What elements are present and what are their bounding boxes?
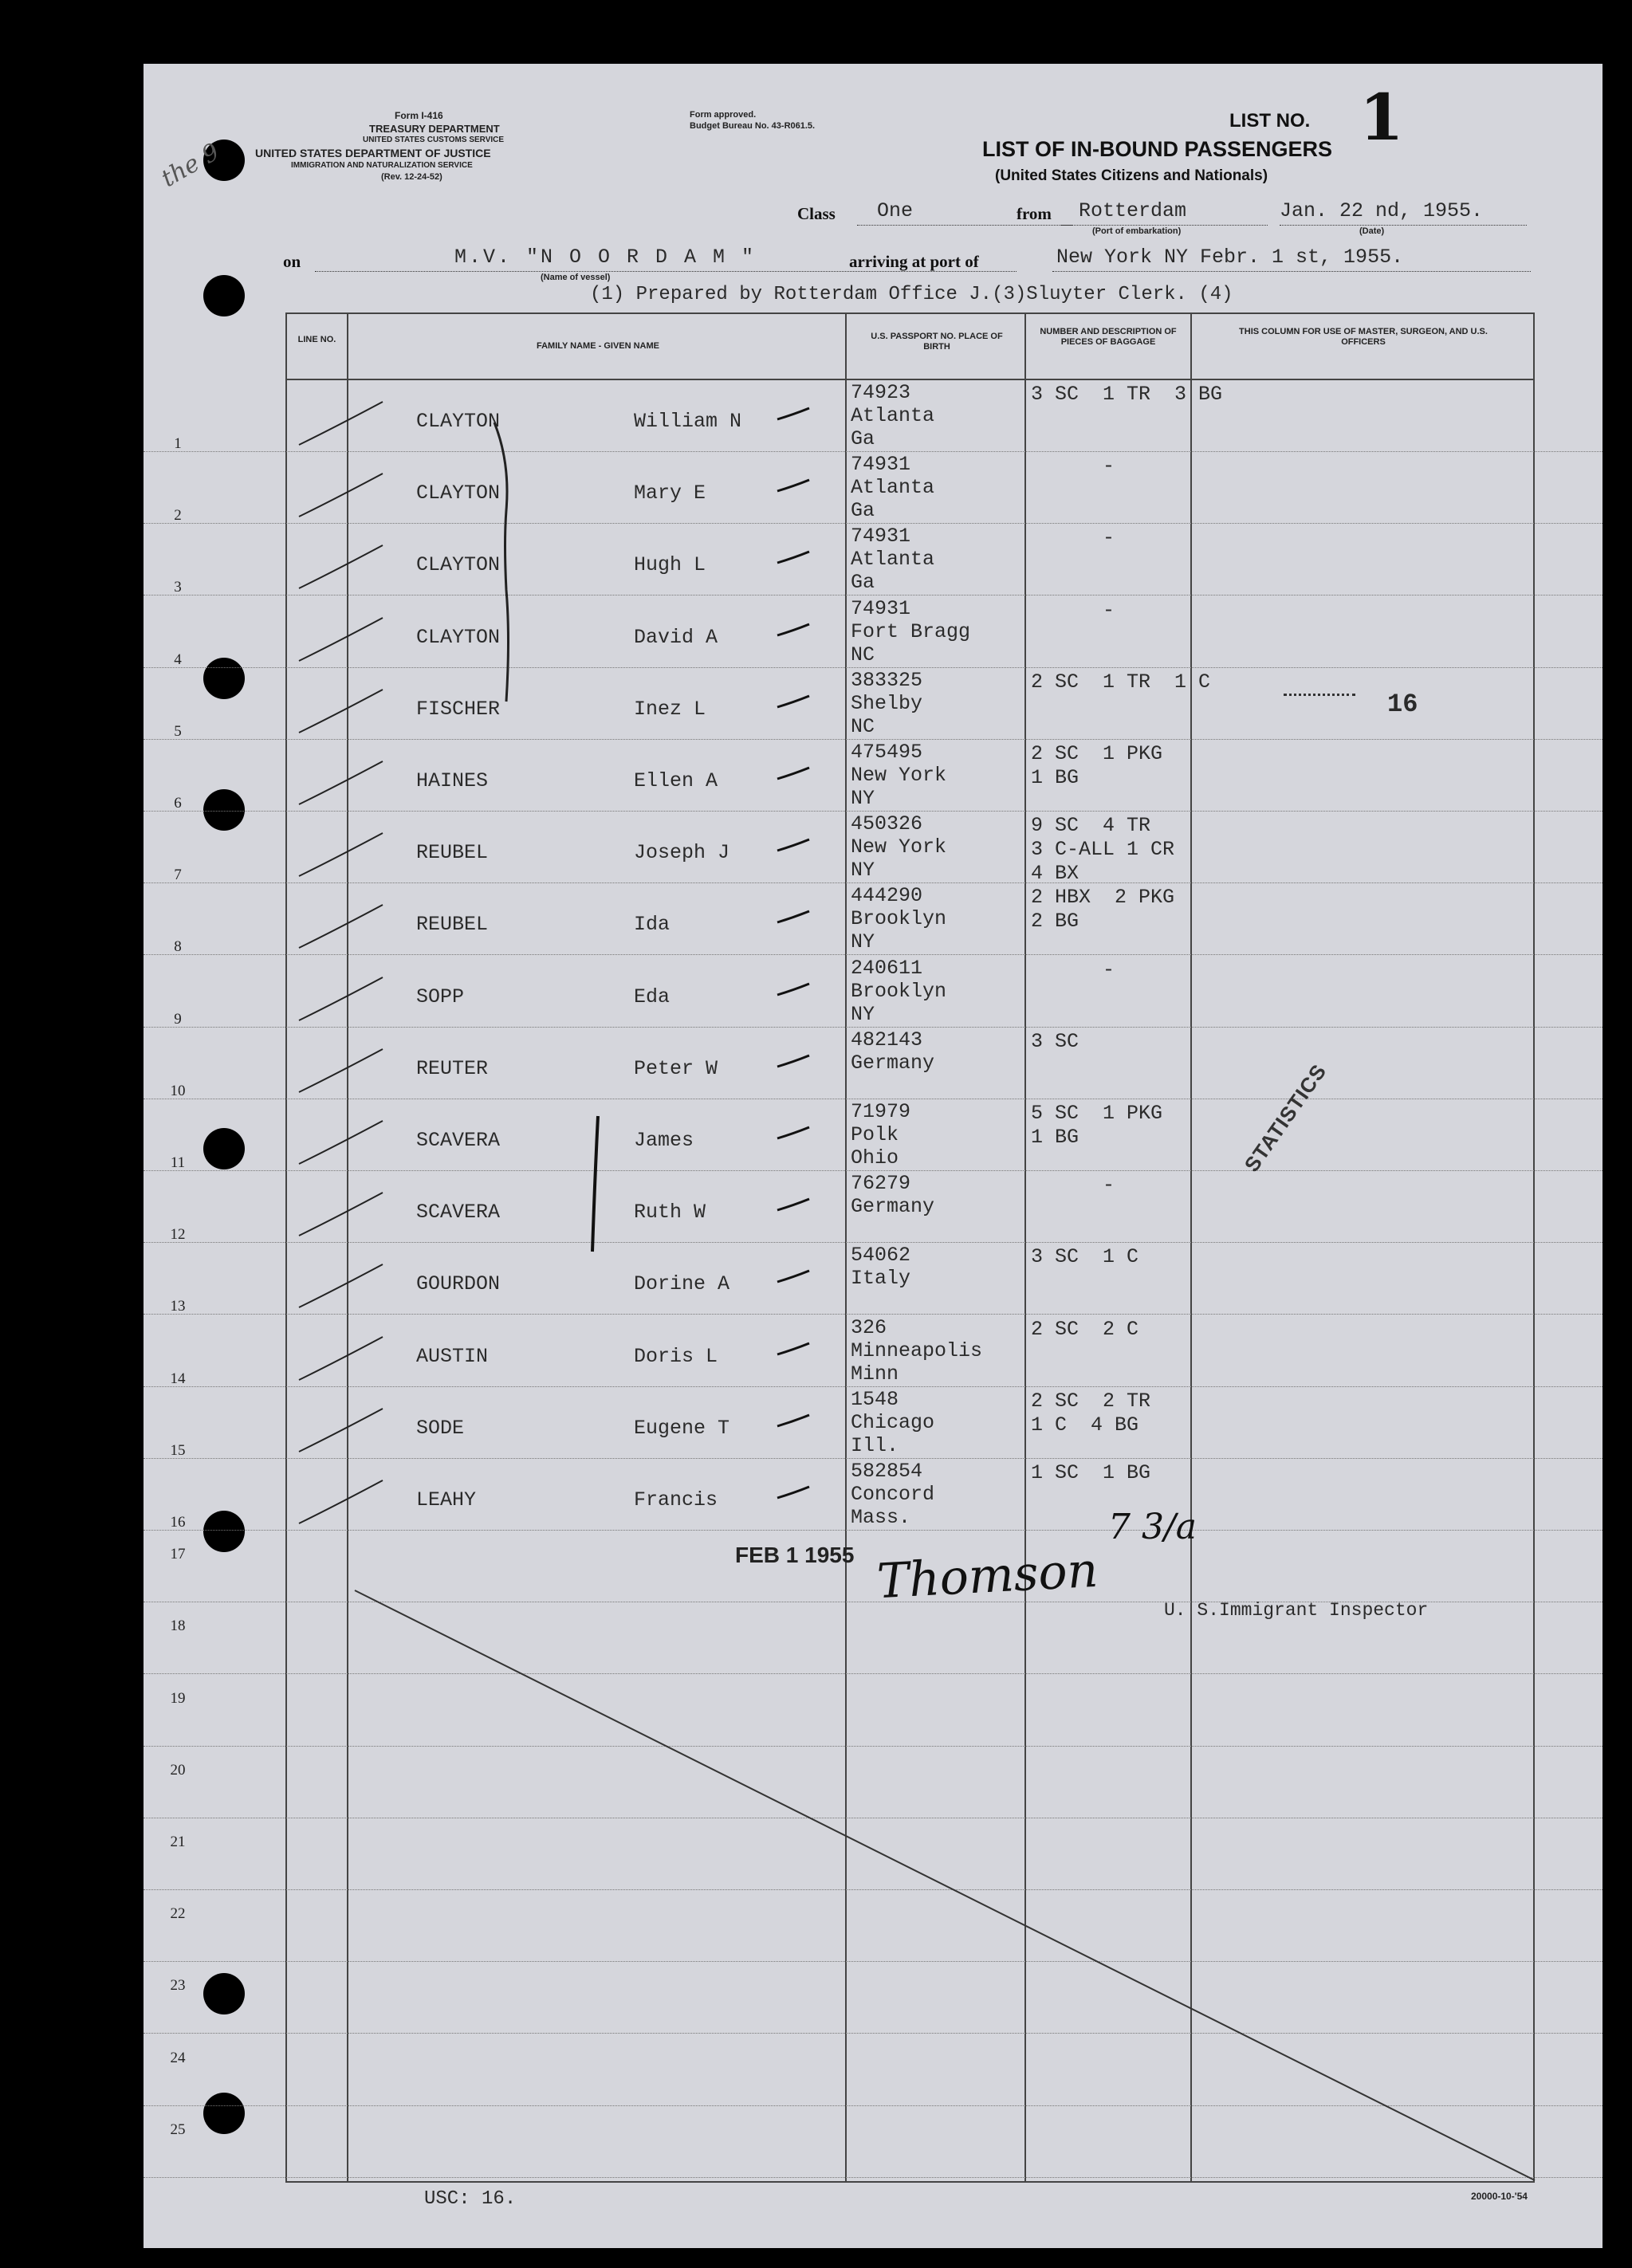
line-number: 11 <box>170 1154 186 1171</box>
line-number: 22 <box>170 1905 186 1923</box>
dept-customs: UNITED STATES CUSTOMS SERVICE <box>363 136 505 144</box>
departure-date: Jan. 22 nd, 1955. <box>1280 199 1484 222</box>
passport-birthplace: 475495 New York NY <box>851 741 947 810</box>
line-number: 12 <box>170 1226 186 1244</box>
family-name: CLAYTON <box>416 410 501 433</box>
passport-birthplace: 240611 Brooklyn NY <box>851 956 947 1026</box>
line-number: 5 <box>174 722 182 740</box>
line-number: 15 <box>170 1441 186 1459</box>
given-name: Ruth W <box>634 1201 706 1224</box>
baggage: 2 SC 2 C <box>1031 1317 1139 1341</box>
line-number: 8 <box>174 938 182 956</box>
line-number: 16 <box>170 1514 186 1531</box>
passport-birthplace: 74931 Atlanta Ga <box>851 453 935 523</box>
baggage: 2 SC 1 PKG 1 BG <box>1031 742 1163 789</box>
inspector-signature: Thomson <box>875 1542 1099 1610</box>
baggage: - <box>1031 526 1115 550</box>
baggage: - <box>1031 957 1115 981</box>
margin-note: the 9 <box>156 137 225 194</box>
given-name: Inez L <box>634 697 706 721</box>
line-number: 13 <box>170 1298 186 1315</box>
from-value: Rotterdam <box>1079 199 1187 222</box>
given-name: Peter W <box>634 1056 718 1080</box>
from-label: from <box>1017 204 1052 223</box>
line-number: 1 <box>174 435 182 452</box>
line-number: 6 <box>174 795 182 812</box>
handwritten-fraction: 7 3/a <box>1108 1507 1197 1547</box>
family-name: SODE <box>416 1416 465 1440</box>
baggage: - <box>1031 1173 1115 1197</box>
dept-treasury: TREASURY DEPARTMENT <box>369 123 500 135</box>
line-number: 20 <box>170 1761 186 1779</box>
family-name: SOPP <box>416 985 465 1008</box>
passport-birthplace: 74923 Atlanta Ga <box>851 381 935 450</box>
given-name: James <box>634 1129 694 1152</box>
document-subtitle: (United States Citizens and Nationals) <box>995 167 1268 184</box>
passport-birthplace: 1548 Chicago Ill. <box>851 1387 935 1457</box>
passport-birthplace: 383325 Shelby NC <box>851 668 923 738</box>
on-label: on <box>283 252 301 271</box>
baggage: 2 SC 2 TR 1 C 4 BG <box>1031 1389 1151 1437</box>
line-number: 18 <box>170 1617 186 1635</box>
passport-birthplace: 482143 Germany <box>851 1028 935 1075</box>
form-number: Form I-416 <box>395 110 443 121</box>
given-name: Ellen A <box>634 769 718 792</box>
passport-birthplace: 582854 Concord Mass. <box>851 1460 935 1529</box>
baggage: 1 SC 1 BG <box>1031 1461 1151 1484</box>
line-number: 23 <box>170 1977 186 1995</box>
date-label: (Date) <box>1359 226 1385 236</box>
form-revision: (Rev. 12-24-52) <box>381 172 442 182</box>
family-name: SCAVERA <box>416 1129 501 1152</box>
line-number: 25 <box>170 2121 186 2138</box>
line-number: 10 <box>170 1082 186 1099</box>
family-name: CLAYTON <box>416 553 501 577</box>
passport-birthplace: 54062 Italy <box>851 1244 911 1291</box>
family-name: CLAYTON <box>416 482 501 505</box>
cancel-line <box>144 64 1603 2248</box>
given-name: Mary E <box>634 482 706 505</box>
given-name: Hugh L <box>634 553 706 577</box>
given-name: Joseph J <box>634 841 730 865</box>
passport-birthplace: 71979 Polk Ohio <box>851 1100 911 1169</box>
baggage: 9 SC 4 TR 3 C-ALL 1 CR 4 BX <box>1031 814 1175 886</box>
col-header-officers: THIS COLUMN FOR USE OF MASTER, SURGEON, AND U.S. OFFICERS <box>1239 327 1488 347</box>
vessel-name: M.V. "N O O R D A M " <box>454 246 757 269</box>
col-header-baggage: NUMBER AND DESCRIPTION OF PIECES OF BAGGAGE <box>1040 327 1177 347</box>
baggage: 3 SC <box>1031 1029 1079 1053</box>
baggage: 5 SC 1 PKG 1 BG <box>1031 1102 1163 1149</box>
given-name: Eda <box>634 985 670 1008</box>
given-name: Doris L <box>634 1344 718 1368</box>
bracket-mark <box>592 1116 598 1252</box>
passport-birthplace: 444290 Brooklyn NY <box>851 884 947 954</box>
arrival-port-date: New York NY Febr. 1 st, 1955. <box>1056 246 1404 269</box>
officer-scribble <box>1284 694 1355 720</box>
line-number: 24 <box>170 2049 186 2066</box>
bracket-mark <box>494 423 509 702</box>
footer-code: 20000-10-'54 <box>1471 2191 1528 2202</box>
baggage: 3 SC 1 TR 3 BG <box>1031 383 1223 406</box>
baggage: 3 SC 1 C <box>1031 1245 1139 1269</box>
usc-note: USC: 16. <box>424 2188 517 2210</box>
family-name: REUBEL <box>416 913 489 937</box>
given-name: David A <box>634 625 718 649</box>
list-number-label: LIST NO. <box>1229 110 1311 132</box>
document-title: LIST OF IN-BOUND PASSENGERS <box>982 137 1333 161</box>
family-name: FISCHER <box>416 697 501 721</box>
baggage: - <box>1031 598 1115 622</box>
line-number: 14 <box>170 1370 186 1387</box>
form-approved: Form approved. <box>690 110 757 120</box>
passport-birthplace: 74931 Atlanta Ga <box>851 525 935 595</box>
date-stamp: FEB 1 1955 <box>735 1543 855 1567</box>
line-number: 17 <box>170 1546 186 1563</box>
col-header-passport: U.S. PASSPORT NO. PLACE OF BIRTH <box>871 332 1003 352</box>
budget-bureau: Budget Bureau No. 43-R061.5. <box>690 121 816 131</box>
given-name: Dorine A <box>634 1272 730 1296</box>
passport-birthplace: 74931 Fort Bragg NC <box>851 596 971 666</box>
port-embarkation-label: (Port of embarkation) <box>1092 226 1182 236</box>
col-header-name: FAMILY NAME - GIVEN NAME <box>536 341 660 351</box>
family-name: SCAVERA <box>416 1201 501 1224</box>
class-label: Class <box>797 204 836 223</box>
col-header-line-no: LINE NO. <box>297 335 336 344</box>
family-name: REUTER <box>416 1056 489 1080</box>
line-number: 2 <box>174 507 182 525</box>
given-name: William N <box>634 410 742 433</box>
passport-birthplace: 76279 Germany <box>851 1172 935 1219</box>
baggage: 2 HBX 2 PKG 2 BG <box>1031 886 1175 934</box>
line-number: 4 <box>174 651 182 668</box>
passport-birthplace: 326 Minneapolis Minn <box>851 1315 983 1386</box>
baggage: - <box>1031 454 1115 478</box>
family-name: LEAHY <box>416 1488 477 1511</box>
officer-mark: 16 <box>1387 690 1418 719</box>
arriving-label: arriving at port of <box>849 252 979 271</box>
inspector-title: U. S.Immigrant Inspector <box>1164 1600 1429 1621</box>
family-name: REUBEL <box>416 841 489 865</box>
dept-ins: IMMIGRATION AND NATURALIZATION SERVICE <box>291 161 473 170</box>
list-number-value: 1 <box>1359 80 1404 155</box>
given-name: Ida <box>634 913 670 937</box>
dept-justice: UNITED STATES DEPARTMENT OF JUSTICE <box>255 147 491 159</box>
family-name: AUSTIN <box>416 1344 489 1368</box>
class-value: One <box>877 199 914 222</box>
document-sheet <box>144 64 1603 2248</box>
given-name: Eugene T <box>634 1416 730 1440</box>
line-number: 7 <box>174 867 182 884</box>
family-name: GOURDON <box>416 1272 501 1296</box>
given-name: Francis <box>634 1488 718 1511</box>
passport-birthplace: 450326 New York NY <box>851 812 947 882</box>
family-name: HAINES <box>416 769 489 792</box>
line-number: 21 <box>170 1834 186 1850</box>
prepared-by-line: (1) Prepared by Rotterdam Office J.(3)Sluyter Clerk. (4) <box>590 284 1233 305</box>
line-number: 19 <box>170 1689 186 1707</box>
line-number: 3 <box>174 579 182 596</box>
vessel-label: (Name of vessel) <box>541 273 611 282</box>
baggage: 2 SC 1 TR 1 C <box>1031 670 1211 694</box>
family-name: CLAYTON <box>416 625 501 649</box>
line-number: 9 <box>174 1010 182 1028</box>
statistics-stamp: STATISTICS <box>1239 1059 1331 1177</box>
